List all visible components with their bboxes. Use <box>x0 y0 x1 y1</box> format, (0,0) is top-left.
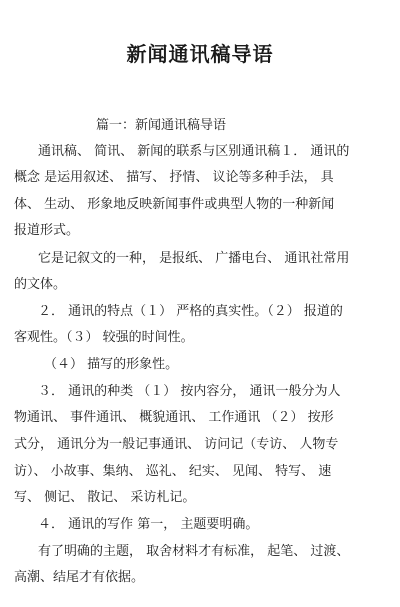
page-title: 新闻通讯稿导语 <box>126 42 274 66</box>
body-line-5: 它是记叙文的一种， 是报纸、 广播电台、 通讯社常用 <box>38 251 350 266</box>
body-line-15: ４． 通讯的写作 第一， 主题要明确。 <box>38 517 259 532</box>
body-line-7: ２． 通讯的特点（１） 严格的真实性。（２） 报道的 <box>38 304 343 319</box>
body-line-9: （４） 描写的形象性。 <box>44 357 179 372</box>
body-line-12: 式分， 通讯分为一般记事通讯、 访问记（专访、 人物专 <box>14 437 339 452</box>
body-line-1: 通讯稿、 简讯、 新闻的联系与区别通讯稿１． 通讯的 <box>38 144 350 159</box>
body-line-3: 体、 生动、 形象地反映新闻事件或典型人物的一种新闻 <box>14 197 335 212</box>
body-line-4: 报道形式。 <box>14 223 80 238</box>
section-heading: 篇一：新闻通讯稿导语 <box>96 118 227 133</box>
body-line-10: ３． 通讯的种类 （１） 按内容分， 通讯一般分为人 <box>38 384 341 399</box>
body-line-2: 概念 是运用叙述、 描写、 抒情、 议论等多种手法， 具 <box>14 170 334 185</box>
body-line-8: 客观性。（３） 较强的时间性。 <box>14 330 194 345</box>
body-line-13: 访）、 小故事、集纳、 巡礼、 纪实、 见闻、 特写、 速 <box>14 464 332 479</box>
body-line-17: 高潮、结尾才有依据。 <box>14 570 145 585</box>
body-line-11: 物通讯、 事件通讯、 概貌通讯、 工作通讯 （２） 按形 <box>14 410 334 425</box>
body-line-14: 写、 侧记、 散记、 采访札记。 <box>14 490 196 505</box>
body-line-16: 有了明确的主题， 取舍材料才有标准， 起笔、 过渡、 <box>38 544 350 559</box>
body-line-6: 的文体。 <box>14 277 67 292</box>
